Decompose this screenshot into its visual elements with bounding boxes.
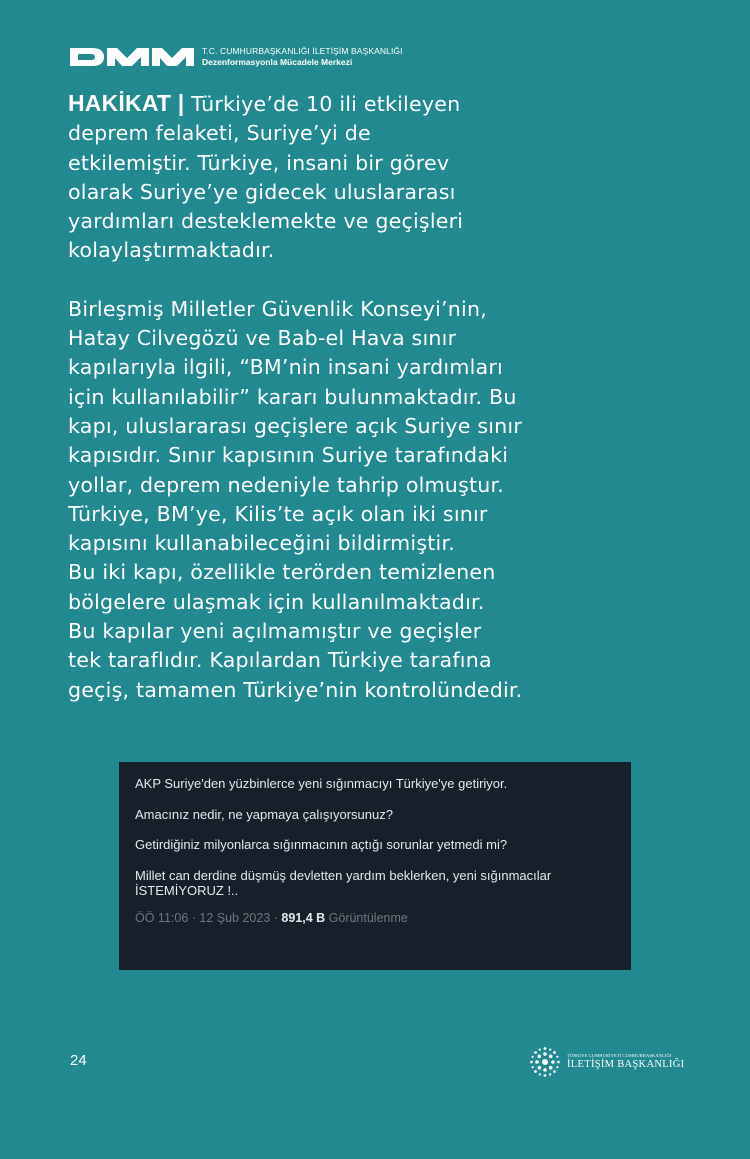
- tweet-screenshot: [119, 762, 631, 970]
- body-paragraph: Birleşmiş Milletler Güvenlik Konseyi’nin, Hatay Cilvegözü ve Bab-el Hava sınır kapılarıyla ilgili, “BM’nin insani yardımları için kullanılabilir” kararı bulunmaktadır. Bu kapı, uluslararası geçişlere açık Suriye sınır kapısıdır. Sınır kapısının Suriye tarafındaki yollar, deprem nedeniyle tahrip olmuştur. Türkiye, BM’ye, Kilis’te açık olan iki sınır kapısını kullanabileceğini bildirmiştir. Bu iki kapı, özellikle terörden temizlenen bölgelere ulaşmak için kullanılmaktadır. Bu kapılar yeni açılmamıştır ve geçişler tek taraflıdır. Kapılardan Türkiye tarafına geçiş, tamamen Türkiye’nin kontrolündedir.: [68, 296, 523, 702]
- dmm-logo: [70, 46, 196, 68]
- hakikat-text: Türkiye’de 10 ili etkileyen deprem felaketi, Suriye’yi de etkilemiştir. Türkiye, insani bir görev olarak Suriye’ye gidecek uluslararası yardımları desteklemekte ve geçişleri kolaylaştırmaktadır.: [68, 92, 464, 263]
- tweet-meta: [135, 911, 615, 925]
- tweet-views-count: 891,4 B: [281, 910, 326, 925]
- hakikat-label: HAKİKAT |: [68, 90, 185, 116]
- header: [70, 46, 403, 68]
- footer-big-text: İLETİŞİM BAŞKANLIĞI: [567, 1059, 685, 1070]
- footer-text: [567, 1053, 684, 1071]
- main-text: [68, 89, 708, 705]
- tweet-line-1: AKP Suriye'den yüzbinlerce yeni sığınmacıyı Türkiye'ye getiriyor.: [135, 776, 508, 791]
- page-number: 24: [70, 1052, 87, 1069]
- header-org-name: T.C. CUMHURBAŞKANLIĞI İLETİŞİM BAŞKANLIĞI: [202, 46, 403, 56]
- tweet-line-2: Amacınız nedir, ne yapmaya çalışıyorsunuz?: [135, 806, 393, 822]
- header-center-name: Dezenformasyonla Mücadele Merkezi: [202, 57, 353, 67]
- footer-logo: [529, 1046, 684, 1078]
- tweet-views-label: Görüntülenme: [325, 910, 408, 925]
- header-text: [202, 46, 403, 68]
- tweet-timestamp: ÖÖ 11:06 · 12 Şub 2023 ·: [135, 910, 282, 925]
- hakikat-paragraph: [68, 89, 708, 266]
- tweet-line-3: Getirdiğiniz milyonlarca sığınmacının açtığı sorunlar yetmedi mi?: [135, 837, 508, 852]
- tweet-line-4: Millet can derdine düşmüş devletten yardım beklerken, yeni sığınmacılar İSTEMİYORUZ !..: [135, 867, 552, 898]
- iletisim-emblem-icon: [529, 1046, 561, 1078]
- footer-small-text: TÜRKİYE CUMHURİYETİ CUMHURBAŞKANLIĞI: [567, 1053, 672, 1058]
